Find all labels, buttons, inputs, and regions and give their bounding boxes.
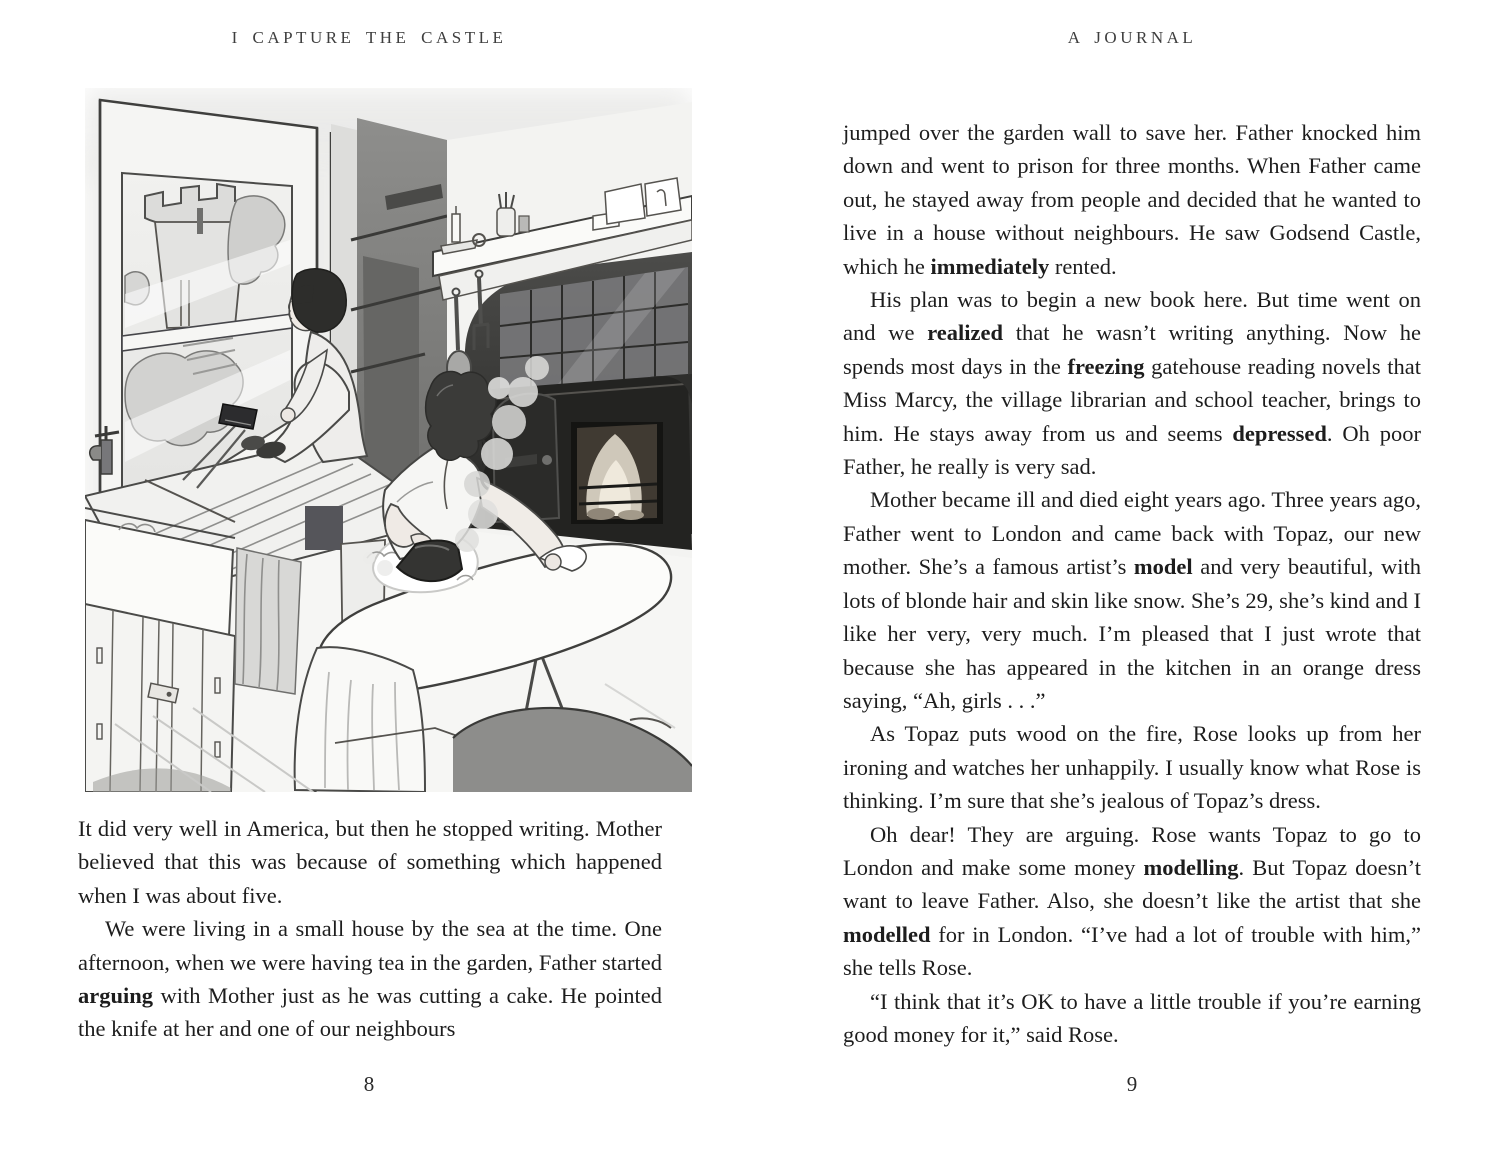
fire bbox=[571, 422, 663, 524]
paragraph: It did very well in America, but then he stopped writing. Mother believed that this was because of something which happened when I was about five. bbox=[78, 816, 662, 908]
paragraph: “I think that it’s OK to have a little trouble if you’re earning good money for it,” said Rose. bbox=[843, 988, 1421, 1047]
paragraph: His plan was to begin a new book here. But time went on and we realized that he wasn’t writing anything. Now he spends most days in the freezing gatehouse reading novels that Miss Marcy, the village librarian and school teacher, brings to him. He stays away from us and seems depressed. Oh poor Father, he really is very sad. bbox=[843, 287, 1421, 480]
right-hand bbox=[545, 554, 561, 570]
kitchen-illustration bbox=[85, 88, 692, 792]
paragraph: We were living in a small house by the sea at the time. One afternoon, when we were having tea in the garden, Father started arguing with Mother just as he was cutting a cake. He pointed the knife at her and one of our neighbours bbox=[78, 916, 662, 1042]
hand bbox=[281, 408, 295, 422]
left-page-number: 8 bbox=[363, 1072, 375, 1096]
right-page-number: 9 bbox=[1126, 1072, 1138, 1096]
left-page-running-header: I CAPTURE THE CASTLE bbox=[231, 28, 507, 47]
hanging-cloth bbox=[295, 647, 425, 792]
paragraph: Mother became ill and died eight years ago. Three years ago, Father went to London and came back with Topaz, our new mother. She’s a famous artist’s model and very beautiful, with lots of blonde hair and skin like snow. She’s 29, she’s kind and I like her very, very much. I’m pleased that I just wrote that because she has appeared in the kitchen in an orange dress saying, “Ah, girls . . .” bbox=[843, 487, 1421, 713]
paragraph: As Topaz puts wood on the fire, Rose looks up from her ironing and watches her unhappily. I usually know what Rose is thinking. I’m sure that she’s jealous of Topaz’s dress. bbox=[843, 721, 1421, 814]
arrow-slit bbox=[197, 208, 203, 234]
armchair-back bbox=[453, 708, 692, 792]
paragraph: jumped over the garden wall to save her. Father knocked him down and went to prison for three months. When Father came out, he stayed away from people and decided that he wanted to live in a house without neighbours. He saw Godsend Castle, which he immediately rented. bbox=[843, 120, 1421, 279]
cupboard bbox=[85, 604, 235, 792]
right-page-text bbox=[843, 116, 1421, 1051]
counter-shadow-gap bbox=[305, 506, 343, 550]
left-page-text bbox=[78, 812, 662, 1046]
under-counter-curtain bbox=[235, 548, 301, 694]
right-page-running-header: A JOURNAL bbox=[1067, 28, 1197, 47]
paragraph: Oh dear! They are arguing. Rose wants Topaz to go to London and make some money modelling. But Topaz doesn’t want to leave Father. Also, she doesn’t like the artist that she modelled for in London. “I’ve had a lot of trouble with him,” she tells Rose. bbox=[843, 821, 1422, 981]
